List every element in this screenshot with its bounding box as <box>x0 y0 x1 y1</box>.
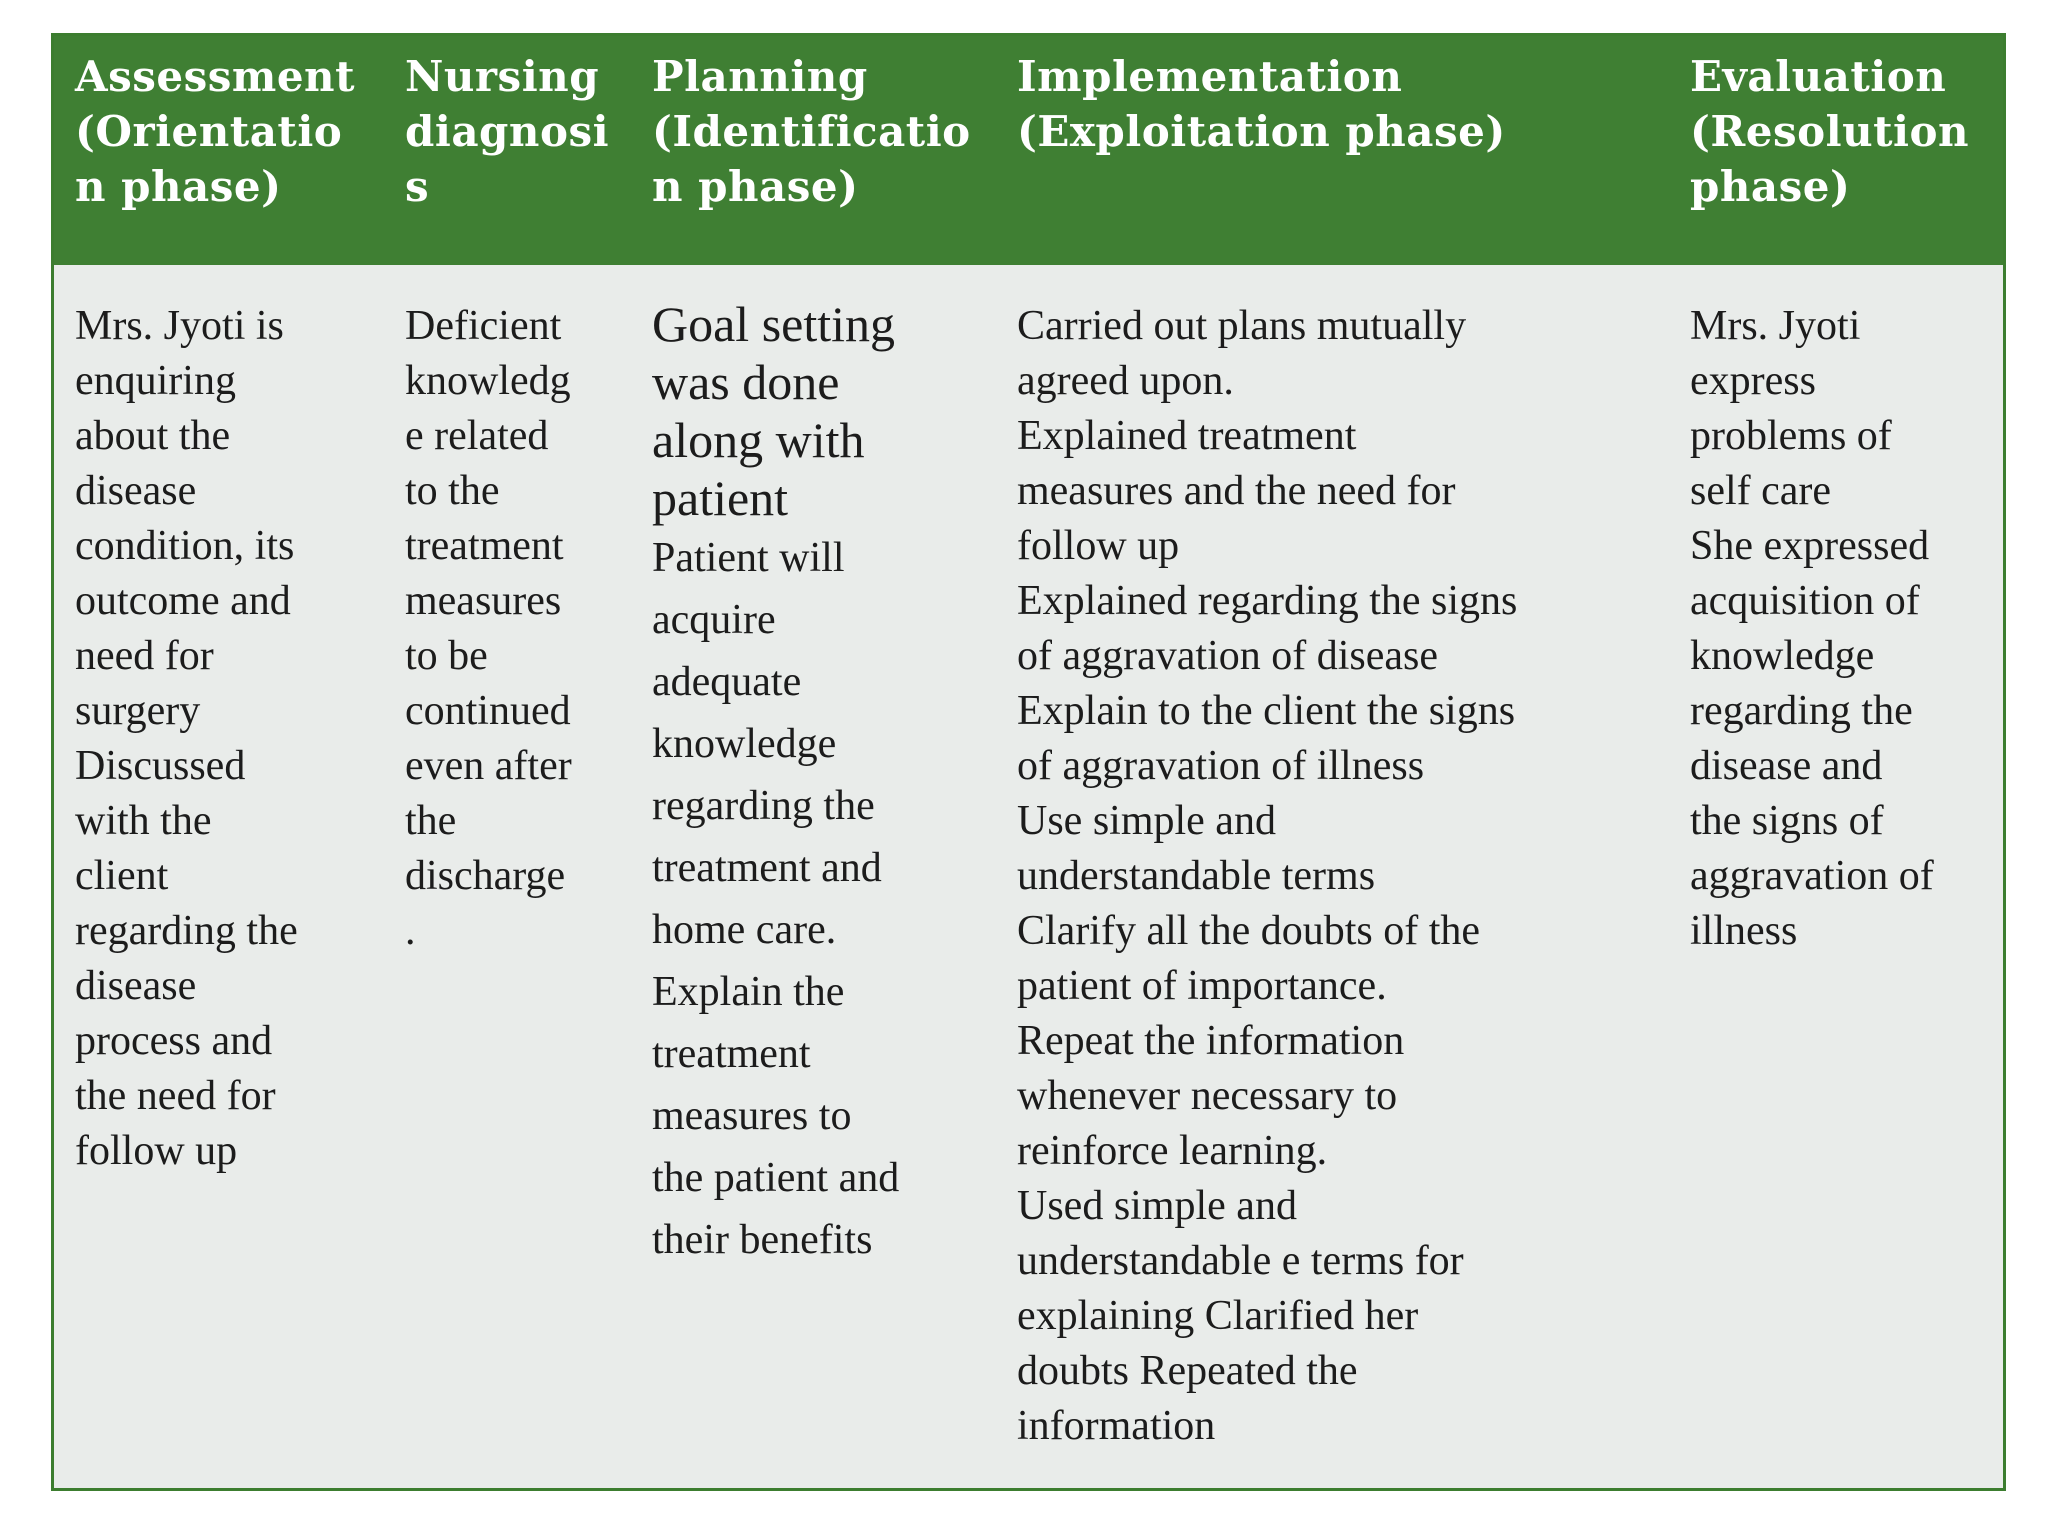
nursing-process-table <box>51 33 2006 1491</box>
header-implementation: Implementation (Exploitation phase) <box>1017 52 1506 156</box>
table-header-row <box>54 36 2003 265</box>
header-assessment: Assessment (Orientatio n phase) <box>75 52 355 211</box>
planning-goal-text: Goal setting was done along with patient <box>652 296 896 526</box>
cell-implementation: Carried out plans mutually agreed upon. Explained treatment measures and the need for follow up Explained regarding the signs of aggravation of disease Explain to the client the signs of aggravation of illness Use simple and understandable terms Clarify all the doubts of the patient of importance. Repeat the information whenever necessary to reinforce learning. Used simple and understandable e terms for explaining Clarified her doubts Repeated the information <box>1017 303 1518 1449</box>
cell-assessment: Mrs. Jyoti is enquiring about the disease condition, its outcome and need for surgery Discussed with the client regarding the disease process and the need for follow up <box>75 303 298 1174</box>
cell-nursing-diagnosis: Deficient knowledg e related to the treatment measures to be continued even after the discharge . <box>405 303 572 954</box>
header-nursing-diagnosis: Nursing diagnosi s <box>405 52 610 211</box>
header-planning: Planning (Identificatio n phase) <box>652 52 971 211</box>
cell-planning <box>652 265 1027 1488</box>
planning-detail-text: Patient will acquire adequate knowledge regarding the treatment and home care. Explain the treatment measures to the patient and their benefits <box>652 535 900 1263</box>
header-evaluation: Evaluation (Resolution phase) <box>1690 52 1970 211</box>
table-body-row <box>54 265 2003 1488</box>
cell-evaluation: Mrs. Jyoti express problems of self care She expressed acquisition of knowledge regarding the disease and the signs of aggravation of illness <box>1690 303 1934 954</box>
